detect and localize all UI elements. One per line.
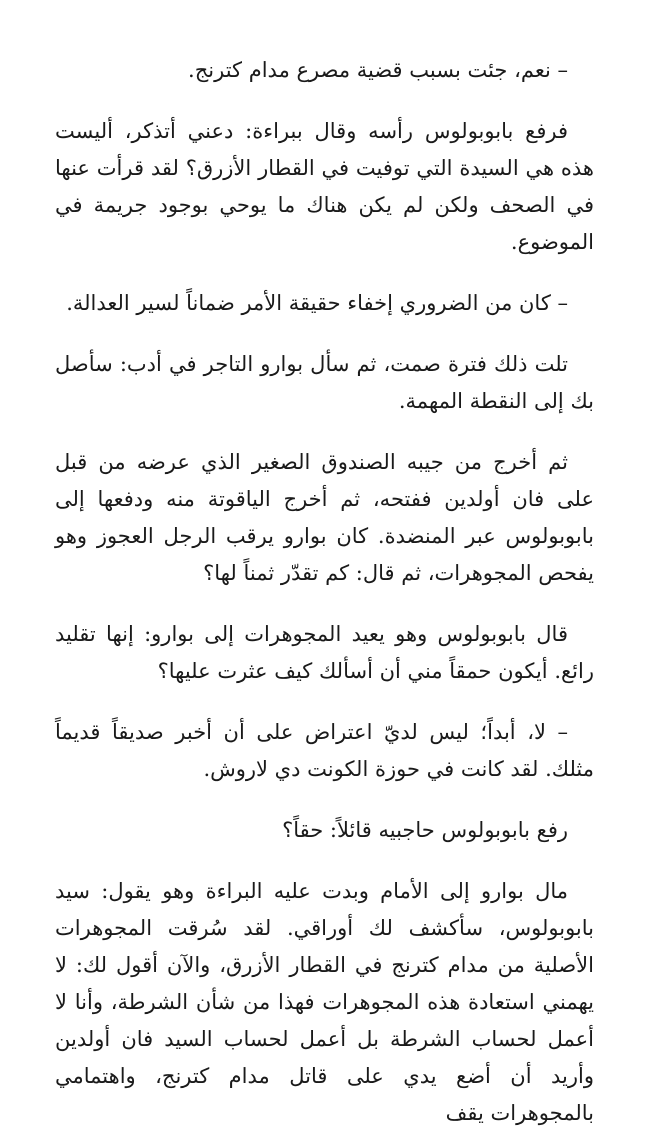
- paragraph-9: مال بوارو إلى الأمام وبدت عليه البراءة وهو يقول: سيد بابوبولوس، سأكشف لك أوراقي. لقد سُرقت المجوهرات الأصلية من مدام كترنج في القطار الأزرق، والآن أقول لك: لا يهمني استعادة هذه المجوهرات فهذا من شأن الشرطة، وأنا لا أعمل لحساب الشرطة بل أعمل لحساب السيد فان أولدين وأريد أن أضع يدي على قاتل مدام كترنج، واهتمامي بالمجوهرات يقف: [55, 879, 594, 1125]
- paragraph-6: قال بابوبولوس وهو يعيد المجوهرات إلى بوارو: إنها تقليد رائع. أيكون حمقاً مني أن أسألك كيف عثرت عليها؟: [55, 622, 594, 683]
- paragraph-5: ثم أخرج من جيبه الصندوق الصغير الذي عرضه من قبل على فان أولدين ففتحه، ثم أخرج الياقوتة منه ودفعها إلى بابوبولوس عبر المنضدة. كان بوارو يرقب الرجل العجوز وهو يفحص المجوهرات، ثم قال: كم تقدّر ثمناً لها؟: [55, 450, 594, 585]
- paragraph-4: تلت ذلك فترة صمت، ثم سأل بوارو التاجر في أدب: سأصل بك إلى النقطة المهمة.: [55, 352, 594, 413]
- paragraph-8: رفع بابوبولوس حاجبيه قائلاً: حقاً؟: [282, 818, 568, 842]
- paragraph-1: – نعم، جئت بسبب قضية مصرع مدام كترنج.: [188, 58, 568, 82]
- paragraph-7: – لا، أبداً؛ ليس لديّ اعتراض على أن أخبر صديقاً قديماً مثلك. لقد كانت في حوزة الكونت دي لاروش.: [55, 720, 594, 781]
- paragraph-2: فرفع بابوبولوس رأسه وقال ببراءة: دعني أتذكر، أليست هذه هي السيدة التي توفيت في القطار الأزرق؟ لقد قرأت عنها في الصحف ولكن لم يكن هناك ما يوحي بوجود جريمة في الموضوع.: [55, 119, 594, 254]
- paragraph-3: – كان من الضروري إخفاء حقيقة الأمر ضماناً لسير العدالة.: [66, 291, 568, 315]
